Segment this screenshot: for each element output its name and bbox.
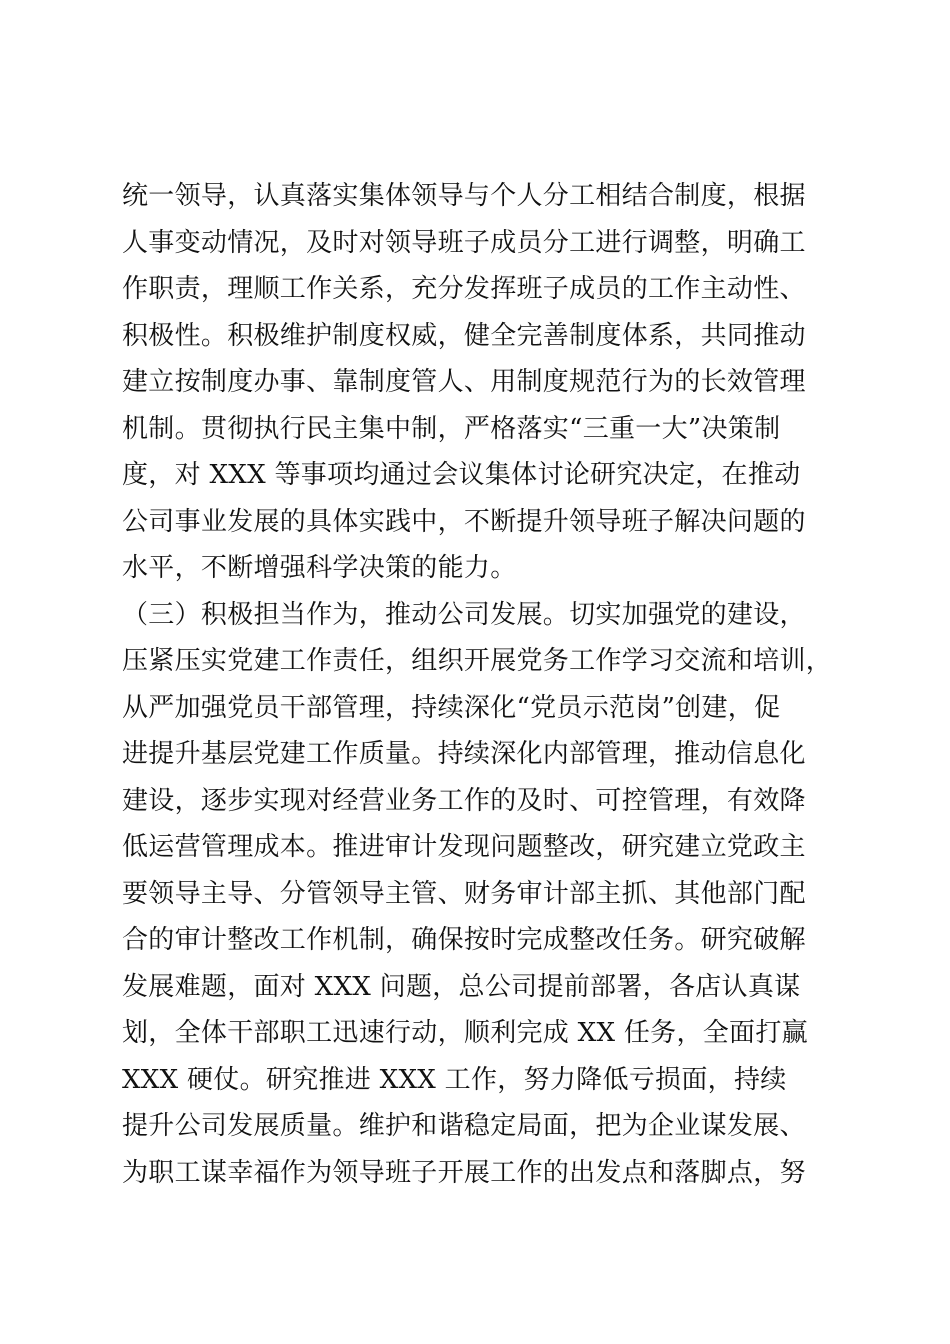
section-heading-line: （三）积极担当作为，推动公司发展。切实加强党的建设，: [122, 599, 806, 630]
text-line: 度，对 XXX 等事项均通过会议集体讨论研究决定，在推动: [122, 460, 801, 490]
text-line: 划，全体干部职工迅速行动，顺利完成 XX 任务，全面打赢: [122, 1018, 808, 1048]
text-line: 机制。贯彻执行民主集中制，严格落实“三重一大”决策制: [122, 413, 781, 444]
text-line: XXX 硬仗。研究推进 XXX 工作，努力降低亏损面，持续: [122, 1064, 787, 1095]
text-line: 合的审计整改工作机制，确保按时完成整改任务。研究破解: [122, 925, 806, 955]
text-line: 公司事业发展的具体实践中，不断提升领导班子解决问题的: [122, 506, 806, 537]
text-line: 为职工谋幸福作为领导班子开展工作的出发点和落脚点，努: [122, 1157, 806, 1188]
text-line: 要领导主导、分管领导主管、财务审计部主抓、其他部门配: [122, 878, 806, 909]
text-line: 发展难题，面对 XXX 问题，总公司提前部署，各店认真谋: [122, 971, 801, 1002]
text-line: 积极性。积极维护制度权威，健全完善制度体系，共同推动: [122, 320, 806, 351]
text-line: 建立按制度办事、靠制度管人、用制度规范行为的长效管理: [122, 367, 806, 397]
text-line: 压紧压实党建工作责任，组织开展党务工作学习交流和培训，: [122, 646, 833, 676]
text-line: 提升公司发展质量。维护和谐稳定局面，把为企业谋发展、: [122, 1111, 806, 1141]
text-line: 水平，不断增强科学决策的能力。: [122, 553, 517, 583]
text-line: 低运营管理成本。推进审计发现问题整改，研究建立党政主: [122, 832, 806, 862]
text-line: 进提升基层党建工作质量。持续深化内部管理，推动信息化: [122, 739, 806, 769]
body-text: [122, 173, 852, 1196]
text-line: 作职责，理顺工作关系，充分发挥班子成员的工作主动性、: [122, 274, 806, 304]
text-line: 人事变动情况，及时对领导班子成员分工进行调整，明确工: [122, 227, 806, 258]
text-line: 从严加强党员干部管理，持续深化“党员示范岗”创建，促: [122, 692, 781, 723]
text-line: 统一领导，认真落实集体领导与个人分工相结合制度，根据: [122, 181, 806, 211]
text-line: 建设，逐步实现对经营业务工作的及时、可控管理，有效降: [122, 785, 806, 816]
